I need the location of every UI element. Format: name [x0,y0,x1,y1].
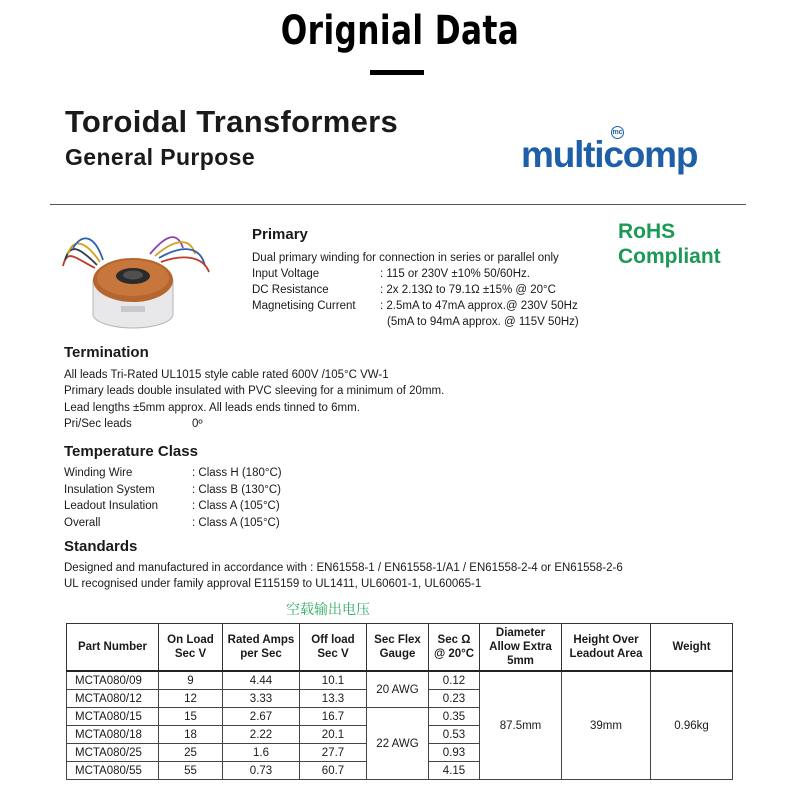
col-header-part-number: Part Number [67,624,159,672]
amps-cell: 3.33 [223,690,300,708]
col-header-rated-amps: Rated Amps per Sec [223,624,300,672]
col-header-sec-flex-gauge: Sec Flex Gauge [367,624,429,672]
temp-label-insulation-system: Insulation System [64,484,155,496]
primary-heading: Primary [252,226,308,243]
amps-cell: 2.67 [223,708,300,726]
document-title: Toroidal Transformers [65,104,399,139]
primary-label-input-voltage: Input Voltage [252,268,320,280]
primary-value-input-voltage: : 115 or 230V ±10% 50/60Hz. [380,268,530,280]
col-header-weight: Weight [651,624,733,672]
primary-label-dc-resistance: DC Resistance [252,284,329,296]
prisec-label: Pri/Sec leads [64,418,132,430]
part-number-cell: MCTA080/18 [67,726,159,744]
termination-heading: Termination [64,344,149,361]
part-number-cell: MCTA080/25 [67,744,159,762]
temp-value-overall: : Class A (105°C) [192,517,280,529]
termination-line: Lead lengths ±5mm approx. All leads ends tinned to 6mm. [64,402,360,414]
primary-label-magnetising-current: Magnetising Current [252,300,356,312]
compliant-label: Compliant [618,245,721,268]
primary-intro: Dual primary winding for connection in series or parallel only [252,252,559,264]
on-load-cell: 15 [159,708,223,726]
ohm-cell: 4.15 [429,762,480,780]
ohm-cell: 0.93 [429,744,480,762]
col-header-off-load-sec-v: Off load Sec V [300,624,367,672]
col-header-sec-ohm: Sec Ω @ 20°C [429,624,480,672]
amps-cell: 4.44 [223,671,300,690]
multicomp-logo: multicomp [521,134,698,175]
weight-cell: 0.96kg [651,671,733,780]
off-load-cell: 20.1 [300,726,367,744]
header-divider [50,204,746,205]
spec-table [66,623,733,780]
part-number-cell: MCTA080/12 [67,690,159,708]
standards-line: UL recognised under family approval E115159 to UL1411, UL60601-1, UL60065-1 [64,578,482,590]
temp-label-winding-wire: Winding Wire [64,467,133,479]
standards-line: Designed and manufactured in accordance with : EN61558-1 / EN61558-1/A1 / EN61558-2-4 or EN61558-2-6 [64,562,623,574]
off-load-cell: 13.3 [300,690,367,708]
prisec-value: 0º [192,418,203,430]
on-load-cell: 9 [159,671,223,690]
termination-line: All leads Tri-Rated UL1015 style cable rated 600V /105°C VW-1 [64,369,389,381]
off-load-cell: 10.1 [300,671,367,690]
col-header-height: Height Over Leadout Area [562,624,651,672]
part-number-cell: MCTA080/09 [67,671,159,690]
toroidal-transformer-image [55,218,220,330]
document-subtitle: General Purpose [65,144,256,170]
on-load-cell: 12 [159,690,223,708]
col-header-on-load-sec-v: On Load Sec V [159,624,223,672]
amps-cell: 1.6 [223,744,300,762]
diameter-cell: 87.5mm [480,671,562,780]
rohs-badge [618,219,721,269]
rohs-label: RoHS [618,220,676,243]
primary-value-dc-resistance: : 2x 2.13Ω to 79.1Ω ±15% @ 20°C [380,284,556,296]
amps-cell: 0.73 [223,762,300,780]
temp-value-leadout-insulation: : Class A (105°C) [192,500,280,512]
logo-mark-icon: mc [611,126,624,139]
temp-value-winding-wire: : Class H (180°C) [192,467,282,479]
temp-label-overall: Overall [64,517,101,529]
primary-magnetising-note: (5mA to 94mA approx. @ 115V 50Hz) [387,316,579,328]
off-load-cell: 16.7 [300,708,367,726]
temp-label-leadout-insulation: Leadout Insulation [64,500,158,512]
standards-heading: Standards [64,538,138,555]
primary-value-magnetising-current: : 2.5mA to 47mA approx.@ 230V 50Hz [380,300,578,312]
termination-line: Primary leads double insulated with PVC sleeving for a minimum of 20mm. [64,385,445,397]
off-load-cell: 27.7 [300,744,367,762]
temperature-heading: Temperature Class [64,443,198,460]
on-load-cell: 55 [159,762,223,780]
off-load-cell: 60.7 [300,762,367,780]
temp-value-insulation-system: : Class B (130°C) [192,484,281,496]
banner-title: Orignial Data [280,8,520,54]
on-load-cell: 18 [159,726,223,744]
gauge-cell: 20 AWG [367,671,429,708]
on-load-cell: 25 [159,744,223,762]
amps-cell: 2.22 [223,726,300,744]
ohm-cell: 0.35 [429,708,480,726]
height-cell: 39mm [562,671,651,780]
table-row [67,671,733,690]
ohm-cell: 0.53 [429,726,480,744]
off-load-voltage-annotation: 空载输出电压 [286,601,370,617]
banner-underline [370,70,424,75]
part-number-cell: MCTA080/55 [67,762,159,780]
part-number-cell: MCTA080/15 [67,708,159,726]
table-header-row [67,624,733,672]
ohm-cell: 0.12 [429,671,480,690]
gauge-cell: 22 AWG [367,708,429,780]
ohm-cell: 0.23 [429,690,480,708]
col-header-diameter: Diameter Allow Extra 5mm [480,624,562,672]
